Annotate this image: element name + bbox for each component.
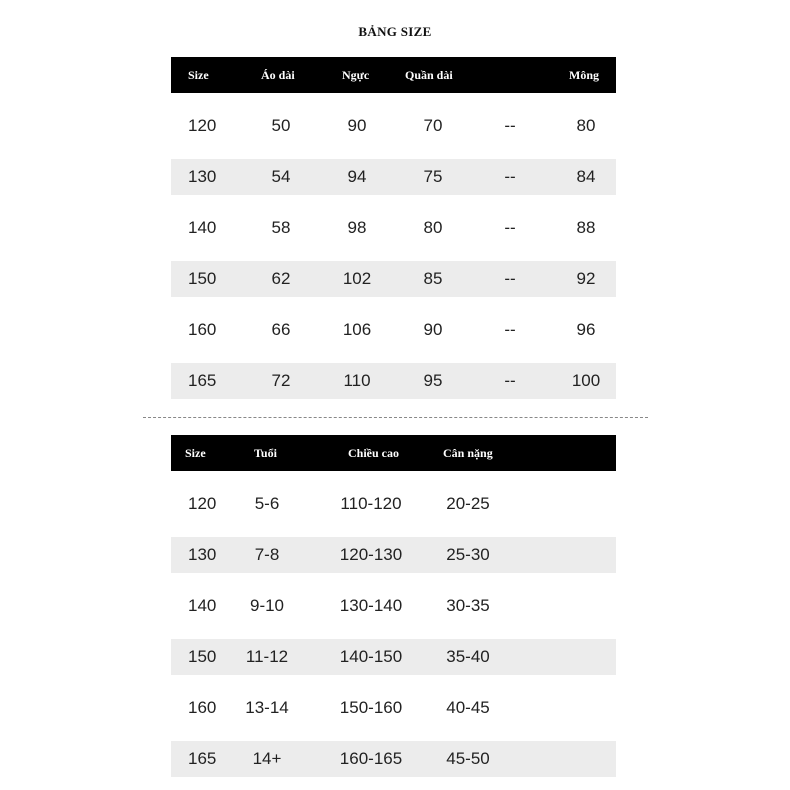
cell-can-nang: 35-40 [446, 647, 490, 666]
cell-tuoi: 7-8 [254, 545, 280, 564]
cell-mong: 80 [576, 116, 596, 135]
cell-mong: 100 [571, 371, 601, 390]
header-quan-dai: Quần dài [405, 68, 453, 82]
table-row [171, 639, 616, 675]
table-row [171, 312, 616, 348]
header-can-nang: Cân nặng [443, 446, 493, 460]
cell-ao-dai: 58 [271, 218, 291, 237]
cell-tuoi: 14+ [252, 749, 282, 768]
cell-quan-dai: 75 [423, 167, 443, 186]
header-nguc: Ngực [342, 68, 370, 82]
cell-chieu-cao: 110-120 [340, 494, 402, 513]
cell-chieu-cao: 120-130 [339, 545, 403, 564]
cell-ao-dai: 50 [271, 116, 291, 135]
table-row [171, 108, 616, 144]
cell-size: 165 [188, 371, 217, 390]
cell-quan-dai: 80 [423, 218, 443, 237]
cell-empty: -- [504, 116, 516, 135]
cell-nguc: 90 [347, 116, 367, 135]
table-row [171, 741, 616, 777]
cell-size: 160 [188, 698, 217, 717]
cell-tuoi: 13-14 [245, 698, 289, 717]
cell-ao-dai: 62 [271, 269, 291, 288]
cell-can-nang: 40-45 [446, 698, 490, 717]
cell-empty: -- [504, 167, 516, 186]
header-ao-dai: Áo dài [261, 68, 295, 82]
cell-empty: -- [504, 371, 516, 390]
cell-size: 120 [188, 494, 217, 513]
cell-mong: 88 [576, 218, 596, 237]
cell-nguc: 106 [342, 320, 372, 339]
cell-can-nang: 20-25 [446, 494, 490, 513]
header-chieu-cao: Chiều cao [348, 446, 399, 460]
table-row [171, 537, 616, 573]
cell-size: 165 [188, 749, 217, 768]
header-size: Size [188, 68, 209, 82]
cell-ao-dai: 54 [271, 167, 291, 186]
header-mong: Mông [569, 68, 599, 82]
cell-chieu-cao: 150-160 [339, 698, 403, 717]
cell-size: 130 [188, 545, 217, 564]
cell-empty: -- [504, 320, 516, 339]
table-row [171, 690, 616, 726]
cell-mong: 84 [576, 167, 596, 186]
cell-quan-dai: 90 [423, 320, 443, 339]
cell-can-nang: 30-35 [446, 596, 490, 615]
cell-nguc: 94 [347, 167, 367, 186]
cell-chieu-cao: 130-140 [339, 596, 403, 615]
table-header [171, 435, 616, 471]
table-row [171, 588, 616, 624]
cell-nguc: 102 [342, 269, 372, 288]
cell-size: 140 [188, 218, 217, 237]
dashed-divider [143, 417, 648, 418]
cell-quan-dai: 85 [423, 269, 443, 288]
table-row [171, 210, 616, 246]
cell-nguc: 98 [347, 218, 367, 237]
cell-size: 120 [188, 116, 217, 135]
measurement-table [171, 57, 616, 399]
cell-size: 130 [188, 167, 217, 186]
age-height-weight-table [171, 435, 616, 777]
cell-tuoi: 5-6 [254, 494, 280, 513]
cell-tuoi: 11-12 [245, 647, 289, 666]
table-header [171, 57, 616, 93]
cell-empty: -- [504, 269, 516, 288]
table-row [171, 486, 616, 522]
cell-chieu-cao: 140-150 [339, 647, 403, 666]
cell-size: 150 [188, 269, 217, 288]
cell-quan-dai: 95 [423, 371, 443, 390]
header-tuoi: Tuổi [254, 446, 277, 460]
cell-nguc: 110 [343, 371, 371, 390]
cell-tuoi: 9-10 [249, 596, 285, 615]
table-row [171, 363, 616, 399]
cell-chieu-cao: 160-165 [339, 749, 403, 768]
cell-quan-dai: 70 [423, 116, 443, 135]
cell-ao-dai: 66 [271, 320, 291, 339]
cell-mong: 92 [576, 269, 596, 288]
cell-can-nang: 45-50 [446, 749, 490, 768]
table-row [171, 261, 616, 297]
cell-empty: -- [504, 218, 516, 237]
cell-size: 140 [188, 596, 217, 615]
size-chart-title: BẢNG SIZE [358, 24, 432, 39]
cell-size: 150 [188, 647, 217, 666]
cell-mong: 96 [576, 320, 596, 339]
table-row [171, 159, 616, 195]
cell-can-nang: 25-30 [446, 545, 490, 564]
header-size: Size [185, 446, 206, 460]
cell-size: 160 [188, 320, 217, 339]
cell-ao-dai: 72 [271, 371, 291, 390]
